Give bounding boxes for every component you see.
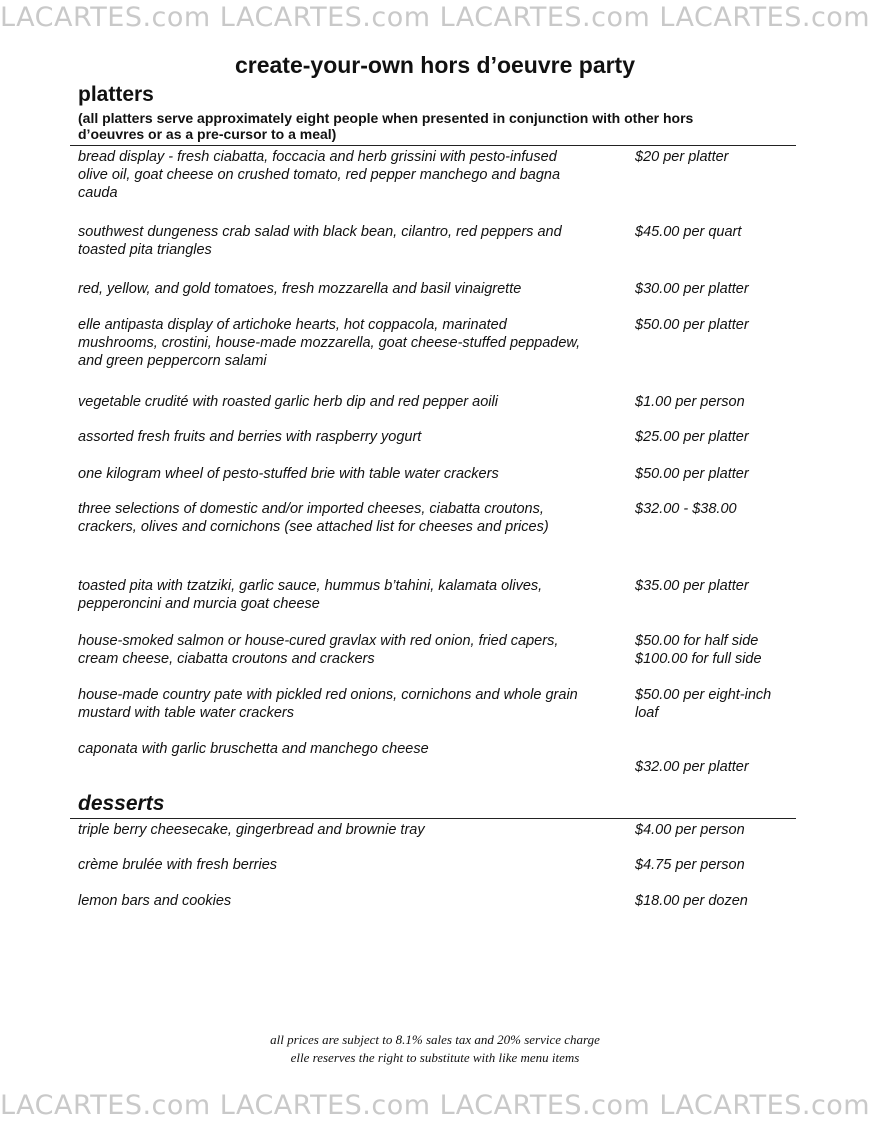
description-line: cauda bbox=[78, 185, 118, 201]
price-line: $35.00 per platter bbox=[635, 578, 749, 594]
description-line: crackers, olives and cornichons (see attached list for cheeses and prices) bbox=[78, 519, 549, 535]
menu-item-description bbox=[78, 148, 628, 202]
menu-item-description bbox=[78, 577, 628, 613]
price-line: $4.00 per person bbox=[635, 822, 745, 838]
price-line: $20 per platter bbox=[635, 149, 729, 165]
menu-item-price bbox=[635, 577, 795, 595]
footer-note bbox=[0, 1031, 870, 1067]
description-line: house-smoked salmon or house-cured gravlax with red onion, fried capers, bbox=[78, 633, 559, 649]
description-line: three selections of domestic and/or imported cheeses, ciabatta croutons, bbox=[78, 501, 544, 517]
price-line: $1.00 per person bbox=[635, 394, 745, 410]
price-line: $25.00 per platter bbox=[635, 429, 749, 445]
price-line: $30.00 per platter bbox=[635, 281, 749, 297]
page-title: create-your-own hors d’oeuvre party bbox=[234, 52, 636, 78]
description-line: assorted fresh fruits and berries with raspberry yogurt bbox=[78, 429, 422, 445]
platters-note bbox=[78, 110, 778, 142]
description-line: and green peppercorn salami bbox=[78, 353, 267, 369]
menu-item-description bbox=[78, 740, 628, 758]
menu-item-price bbox=[635, 148, 795, 166]
description-line: pepperoncini and murcia goat cheese bbox=[78, 596, 320, 612]
description-line: vegetable crudité with roasted garlic herb dip and red pepper aoili bbox=[78, 394, 498, 410]
platters-divider bbox=[70, 145, 796, 146]
description-line: bread display - fresh ciabatta, foccacia and herb grissini with pesto-infused bbox=[78, 149, 557, 165]
description-line: southwest dungeness crab salad with black bean, cilantro, red peppers and bbox=[78, 224, 562, 240]
menu-item-description bbox=[78, 316, 628, 370]
platters-note-line: (all platters serve approximately eight people when presented in conjunction with other hors bbox=[78, 110, 694, 126]
description-line: mustard with table water crackers bbox=[78, 705, 294, 721]
desserts-divider bbox=[70, 818, 796, 819]
price-line: $50.00 for half side bbox=[635, 633, 759, 649]
description-line: house-made country pate with pickled red onions, cornichons and whole grain bbox=[78, 687, 578, 703]
menu-item-price bbox=[635, 316, 795, 334]
price-line: $100.00 for full side bbox=[635, 651, 762, 667]
description-line: one kilogram wheel of pesto-stuffed brie with table water crackers bbox=[78, 466, 499, 482]
description-line: cream cheese, ciabatta croutons and crackers bbox=[78, 651, 375, 667]
menu-item-description bbox=[78, 892, 628, 910]
menu-item-price bbox=[635, 892, 795, 910]
description-line: toasted pita with tzatziki, garlic sauce, hummus b’tahini, kalamata olives, bbox=[78, 578, 543, 594]
description-line: triple berry cheesecake, gingerbread and brownie tray bbox=[78, 822, 425, 838]
menu-item-price bbox=[635, 686, 795, 722]
description-line: elle antipasta display of artichoke hearts, hot coppacola, marinated bbox=[78, 317, 507, 333]
menu-item-description bbox=[78, 821, 628, 839]
menu-item-description bbox=[78, 632, 628, 668]
description-line: crème brulée with fresh berries bbox=[78, 857, 278, 873]
menu-item-description bbox=[78, 465, 628, 483]
watermark-bottom: LACARTES.com LACARTES.com LACARTES.com LACARTES.com bbox=[0, 1090, 870, 1121]
footer-line: all prices are subject to 8.1% sales tax and 20% service charge bbox=[270, 1032, 600, 1047]
menu-item-description bbox=[78, 393, 628, 411]
price-line: loaf bbox=[635, 705, 659, 721]
menu-item-price bbox=[635, 393, 795, 411]
platters-note-line: d’oeuvres or as a pre-cursor to a meal) bbox=[78, 126, 337, 142]
footer-line: elle reserves the right to substitute with like menu items bbox=[290, 1050, 580, 1065]
menu-item-price bbox=[635, 465, 795, 483]
platters-heading: platters bbox=[78, 83, 154, 106]
menu-item-description bbox=[78, 280, 628, 298]
price-line: $45.00 per quart bbox=[635, 224, 742, 240]
description-line: olive oil, goat cheese on crushed tomato, red pepper manchego and bagna bbox=[78, 167, 561, 183]
price-line: $32.00 per platter bbox=[635, 759, 749, 775]
menu-item-description bbox=[78, 686, 628, 722]
menu-item-price bbox=[635, 223, 795, 241]
menu-item-price bbox=[635, 821, 795, 839]
description-line: lemon bars and cookies bbox=[78, 893, 232, 909]
menu-item-description bbox=[78, 223, 628, 259]
menu-item-description bbox=[78, 500, 628, 536]
menu-item-price bbox=[635, 428, 795, 446]
price-line: $50.00 per eight-inch bbox=[635, 687, 772, 703]
description-line: caponata with garlic bruschetta and manchego cheese bbox=[78, 741, 429, 757]
menu-item-price bbox=[635, 632, 795, 668]
desserts-heading: desserts bbox=[78, 792, 165, 815]
menu-item-description bbox=[78, 856, 628, 874]
menu-item-price bbox=[635, 856, 795, 874]
menu-item-price bbox=[635, 758, 795, 776]
menu-item-price bbox=[635, 280, 795, 298]
price-line: $32.00 - $38.00 bbox=[635, 501, 737, 517]
price-line: $18.00 per dozen bbox=[635, 893, 748, 909]
description-line: toasted pita triangles bbox=[78, 242, 212, 258]
menu-item-description bbox=[78, 428, 628, 446]
menu-item-price bbox=[635, 500, 795, 518]
price-line: $50.00 per platter bbox=[635, 317, 749, 333]
description-line: red, yellow, and gold tomatoes, fresh mozzarella and basil vinaigrette bbox=[78, 281, 522, 297]
price-line: $4.75 per person bbox=[635, 857, 745, 873]
watermark-top: LACARTES.com LACARTES.com LACARTES.com LACARTES.com bbox=[0, 2, 870, 33]
description-line: mushrooms, crostini, house-made mozzarella, goat cheese-stuffed peppadew, bbox=[78, 335, 581, 351]
price-line: $50.00 per platter bbox=[635, 466, 749, 482]
